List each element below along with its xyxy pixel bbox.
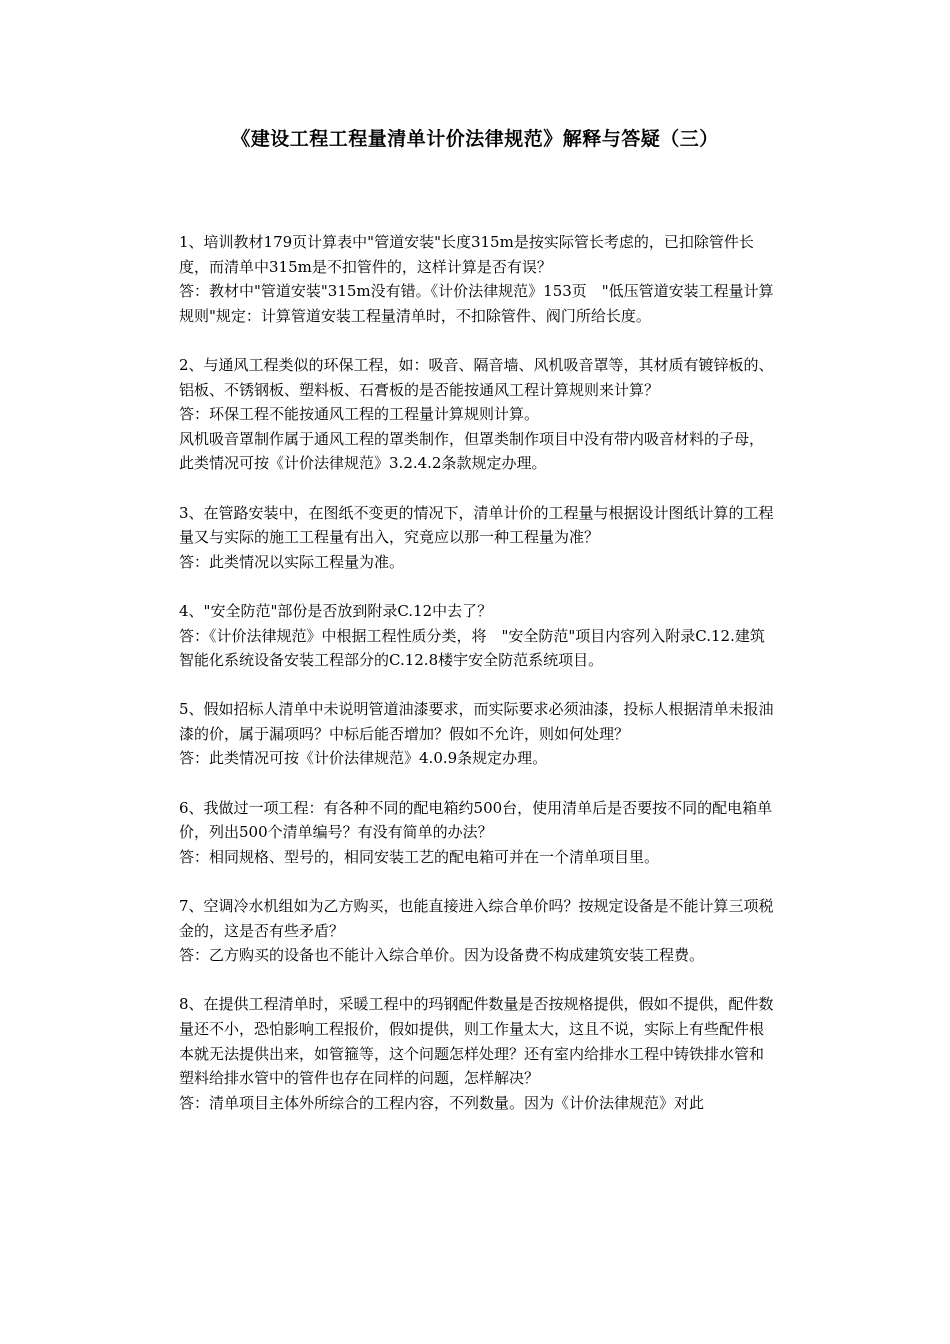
answer-text: 答：此类情况可按《计价法律规范》4.0.9条规定办理。	[179, 749, 548, 768]
qa-item	[179, 230, 775, 328]
answer-text: 答：清单项目主体外所综合的工程内容，不列数量。因为《计价法律规范》对此	[179, 1093, 705, 1112]
answer-text: 答：环保工程不能按通风工程的工程量计算规则计算。	[179, 405, 540, 424]
question-text: 1、培训教材179页计算表中"管道安装"长度315m是按实际管长考虑的，已扣除管件长度，而清单中315m是不扣管件的，这样计算是否有误？	[179, 233, 754, 276]
question-text: 4、"安全防范"部份是否放到附录C.12中去了？	[179, 601, 493, 620]
answer-text: 风机吸音罩制作属于通风工程的罩类制作，但罩类制作项目中没有带内吸音材料的子母，此类情况可按《计价法律规范》3.2.4.2条款规定办理。	[179, 429, 765, 473]
qa-item	[179, 501, 775, 575]
question-text: 5、假如招标人清单中未说明管道油漆要求，而实际要求必须油漆，投标人根据清单未报油漆的价，属于漏项吗？中标后能否增加？假如不允许，则如何处理？	[179, 700, 774, 743]
question-text: 2、与通风工程类似的环保工程，如：吸音、隔音墙、风机吸音罩等，其材质有镀锌板的、铝板、不锈钢板、塑料板、石膏板的是否能按通风工程计算规则来计算？	[179, 355, 774, 399]
question-text: 3、在管路安装中，在图纸不变更的情况下，清单计价的工程量与根据设计图纸计算的工程量又与实际的施工工程量有出入，究竟应以那一种工程量为准？	[179, 503, 774, 547]
answer-text: 答：乙方购买的设备也不能计入综合单价。因为设备费不构成建筑安装工程费。	[179, 946, 705, 965]
document-title: 《建设工程工程量清单计价法律规范》解释与答疑（三）	[231, 128, 719, 150]
document-body	[179, 230, 775, 1140]
qa-item	[179, 697, 775, 771]
answer-text: 答：教材中"管道安装"315m没有错。《计价法律规范》153页 "低压管道安装工程量计算规则"规定：计算管道安装工程量清单时，不扣除管件、阀门所给长度。	[179, 282, 774, 325]
question-text: 6、我做过一项工程：有各种不同的配电箱约500台，使用清单后是否要按不同的配电箱单价，列出500个清单编号？有没有简单的办法？	[179, 798, 773, 842]
qa-item	[179, 353, 775, 476]
question-text: 8、在提供工程清单时，采暖工程中的玛钢配件数量是否按规格提供，假如不提供，配件数量还不小，恐怕影响工程报价，假如提供，则工作量太大，这且不说，实际上有些配件根本就无法提供出来，如管箍等，这个问题怎样处理？还有室内给排水工程中铸铁排水管和塑料给排水管中的管件也存在同样的问题，怎样解决？	[179, 995, 774, 1088]
qa-item	[179, 796, 775, 870]
qa-item	[179, 599, 775, 673]
answer-text: 答：相同规格、型号的，相同安装工艺的配电箱可并在一个清单项目里。	[179, 847, 660, 866]
question-text: 7、空调冷水机组如为乙方购买，也能直接进入综合单价吗？按规定设备是不能计算三项税金的，这是否有些矛盾？	[179, 897, 774, 940]
answer-text: 答：此类情况以实际工程量为准。	[179, 552, 405, 571]
qa-item	[179, 894, 775, 968]
answer-text: 答：《计价法律规范》中根据工程性质分类，将 "安全防范"项目内容列入附录C.12.建筑智能化系统设备安装工程部分的C.12.8楼宇安全防范系统项目。	[179, 626, 765, 670]
qa-item	[179, 992, 775, 1115]
